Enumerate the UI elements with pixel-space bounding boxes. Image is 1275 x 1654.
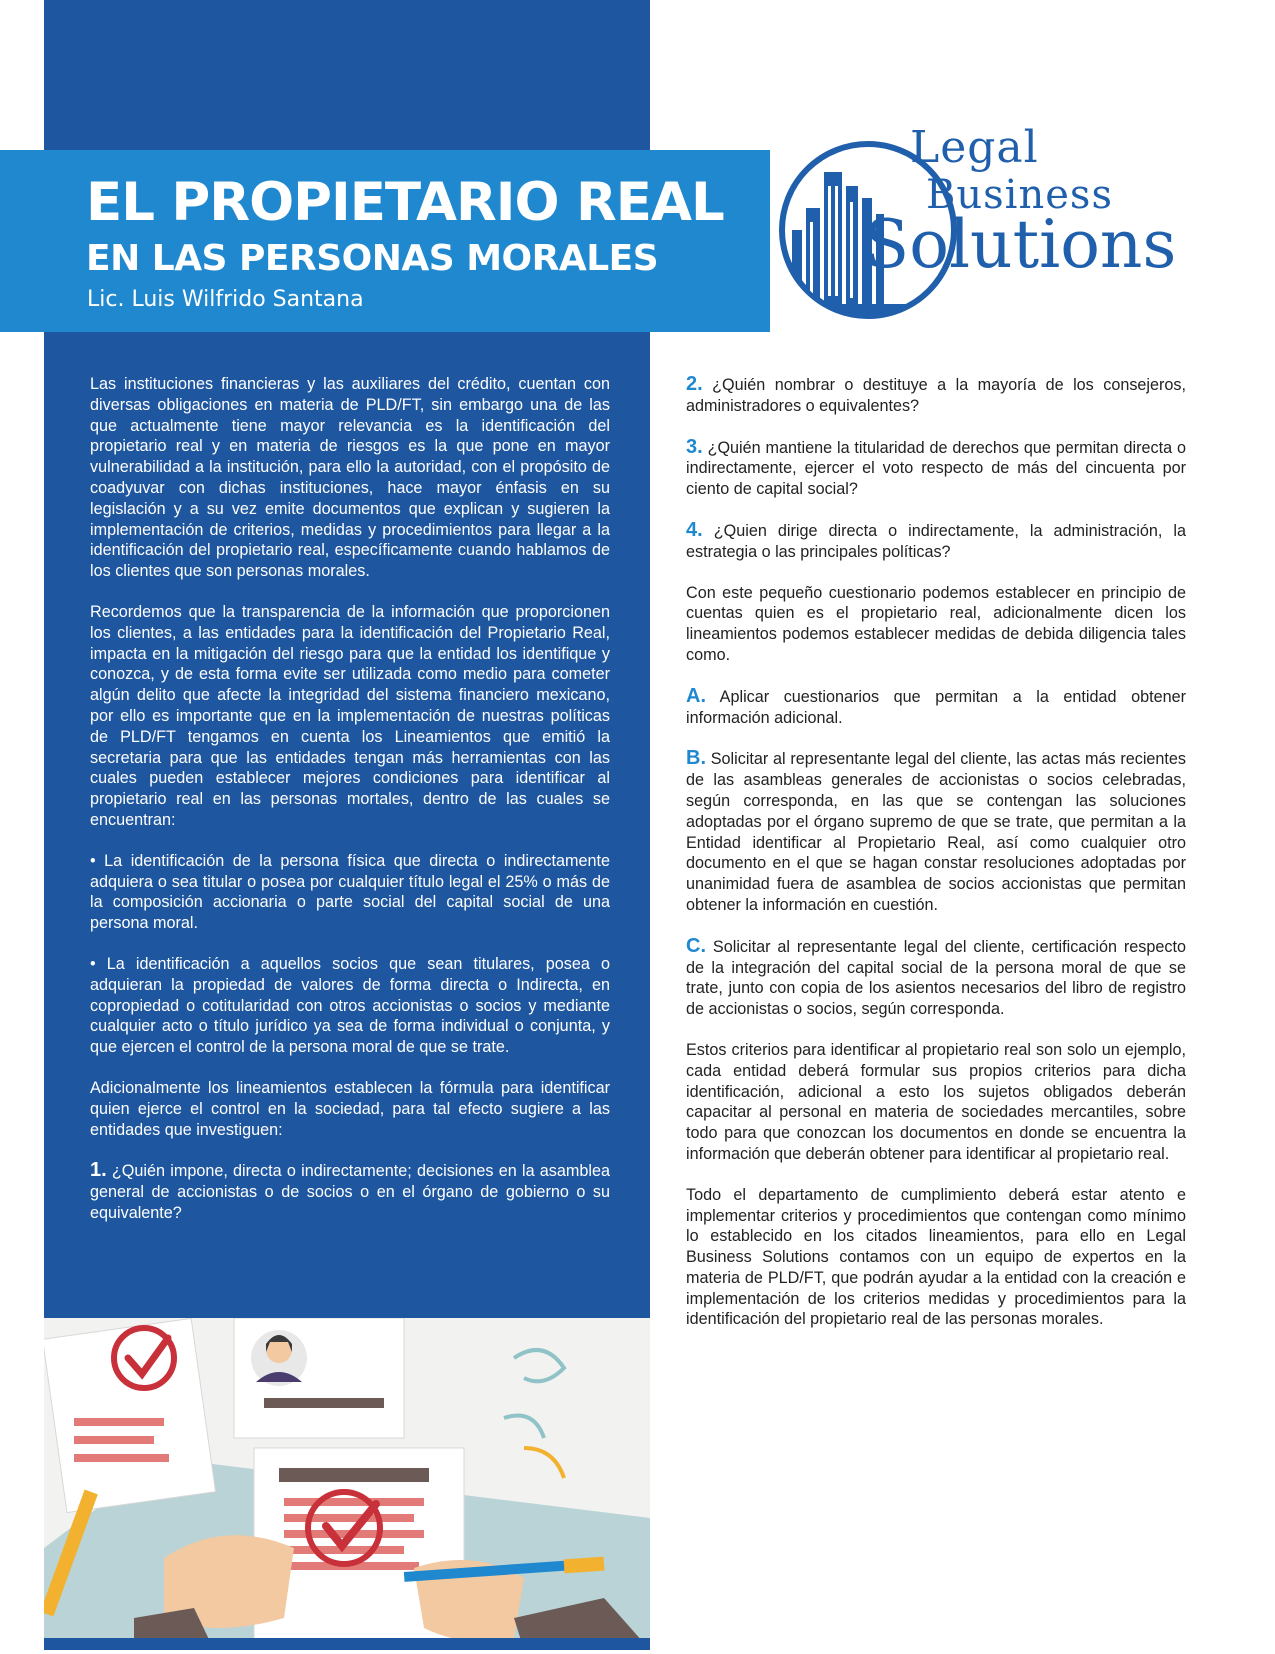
right-column: [686, 374, 1186, 1350]
question-item: [686, 437, 1186, 500]
measure-text: Aplicar cuestionarios que permitan a la entidad obtener información adicional.: [686, 687, 1186, 727]
paragraph-intro: Las instituciones financieras y las auxiliares del crédito, cuentan con diversas obligaciones en materia de PLD/FT, sin embargo una de las que actualmente tiene mayor relevancia es la identificación del propietario real y en materia de riesgos es la que pone en mayor vulnerabilidad a la institución, para ello la autoridad, con el propósito de coadyuvar con dichas instituciones, hace mayor énfasis en su legislación y a su vez emite documentos que explican y sugieren la implementación de criterios, medidas y procedimientos para llegar a la identificación del propietario real, específicamente cuando hablamos de los clientes que son personas morales.: [90, 375, 610, 581]
question-text: ¿Quién nombrar o destituye a la mayoría de los consejeros, administradores o equivalentes?: [686, 376, 1187, 415]
measure-text: Solicitar al representante legal del cliente, las actas más recientes de las asambleas generales de accionistas o socios celebradas, según corresponda, en las que se contengan las soluciones adoptadas por el órgano supremo de que se trate, que permitan a la Entidad identificar al Propietario Real, así como cualquier otro documento en el que se hagan constar resoluciones adoptadas por unanimidad fuera de asamblea de socios accionistas que permitan obtener la información en cuestión.: [686, 750, 1187, 914]
question-number: 3.: [686, 435, 703, 458]
question-item: [90, 1160, 610, 1223]
paragraph-questionnaire: Con este pequeño cuestionario podemos establecer en principio de cuentas quien es el propietario real, adicionalmente dicen los lineamientos podemos establecer medidas de debida diligencia tales como.: [686, 583, 1186, 664]
bullet-item: • La identificación de la persona física que directa o indirectamente adquiera o sea titular o posea por cualquier título legal el 25% o más de la composición accionaria o parte social del capital social de una persona moral.: [90, 851, 610, 933]
company-logo: [770, 112, 1240, 322]
measure-label: C.: [686, 934, 706, 957]
logo-text-legal: Legal: [910, 122, 1039, 173]
page-subtitle: EN LAS PERSONAS MORALES: [86, 238, 659, 279]
question-item: [686, 520, 1186, 563]
question-text: ¿Quién mantiene la titularidad de derechos que permitan directa o indirectamente, ejercer el voto respecto de más del cincuenta por ciento de capital social?: [686, 438, 1186, 499]
question-text: ¿Quién impone, directa o indirectamente; decisiones en la asamblea general de accionistas o de socios o en el órgano de gobierno o su equivalente?: [90, 1162, 610, 1222]
question-item: [686, 374, 1186, 417]
author-name: Lic. Luis Wilfrido Santana: [87, 287, 364, 312]
measure-item: [686, 936, 1186, 1020]
logo-text-business: Business: [926, 172, 1113, 218]
page-title: EL PROPIETARIO REAL: [86, 172, 724, 233]
question-number: 1.: [90, 1159, 107, 1182]
measure-label: A.: [686, 684, 706, 707]
measure-item: [686, 686, 1186, 729]
question-number: 2.: [686, 373, 703, 395]
question-number: 4.: [686, 518, 703, 541]
document-checklist-icon: [44, 1318, 650, 1650]
logo-text-solutions: Solutions: [864, 206, 1177, 283]
bullet-item: • La identificación a aquellos socios que sean titulares, posea o adquieran la propiedad de valores de forma directa o Indirecta, en copropiedad o cotitularidad con otros accionistas o socios y mediante cualquier acto o título jurídico ya sea de forma individual o conjunta, y que ejercen el control de la persona moral de que se trate.: [90, 954, 610, 1057]
document-review-illustration: [44, 1318, 650, 1650]
paragraph-formula: Adicionalmente los lineamientos establecen la fórmula para identificar quien ejerce el control en la sociedad, para tal efecto sugiere a las entidades que investiguen:: [90, 1078, 610, 1139]
question-text: ¿Quien dirige directa o indirectamente, la administración, la estrategia o las principales políticas?: [686, 521, 1187, 561]
measure-text: Solicitar al representante legal del cliente, certificación respecto de la integración del capital social de la persona moral de que se trate, junto con copia de los asientos necesarios del libro de registro de accionistas o socios, según corresponda.: [686, 937, 1186, 1019]
paragraph-compliance: Todo el departamento de cumplimiento deberá estar atento e implementar criterios y procedimientos que contengan como mínimo lo establecido en los citados lineamientos, para ello en Legal Business Solutions contamos con un equipo de expertos en la materia de PLD/FT, que podrán ayudar a la entidad con la creación e implementación de los criterios medidas y procedimientos para la identificación del propietario real de las personas morales.: [686, 1185, 1186, 1329]
paragraph-transparency: Recordemos que la transparencia de la información que proporcionen los clientes, a las entidades para la identificación del Propietario Real, impacta en la mitigación del riesgo para que la entidad los identifique y conozca, y de esta forma evite ser utilizada como medio para cometer algún delito que afecte la integridad del sistema financiero mexicano, por ello es importante que en la implementación de nuestras políticas de PLD/FT tengamos en cuenta los Lineamientos que emitió la secretaria para que las entidades tengan más herramientas con las cuales pueden establecer mejores condiciones para identificar al propietario real en las personas mortales, dentro de las cuales se encuentran:: [90, 602, 610, 829]
measure-item: [686, 748, 1186, 915]
measure-label: B.: [686, 747, 706, 770]
left-column: [90, 374, 610, 1244]
paragraph-criteria: Estos criterios para identificar al propietario real son solo un ejemplo, cada entidad deberá formular sus propios criterios para dicha identificación, adicional a esto los sujetos obligados deberán capacitar al personal en materia de sociedades mercantiles, sobre todo para que conozcan los documentos en donde se encuentra la información que deberán obtener para identificar al propietario real.: [686, 1040, 1186, 1163]
